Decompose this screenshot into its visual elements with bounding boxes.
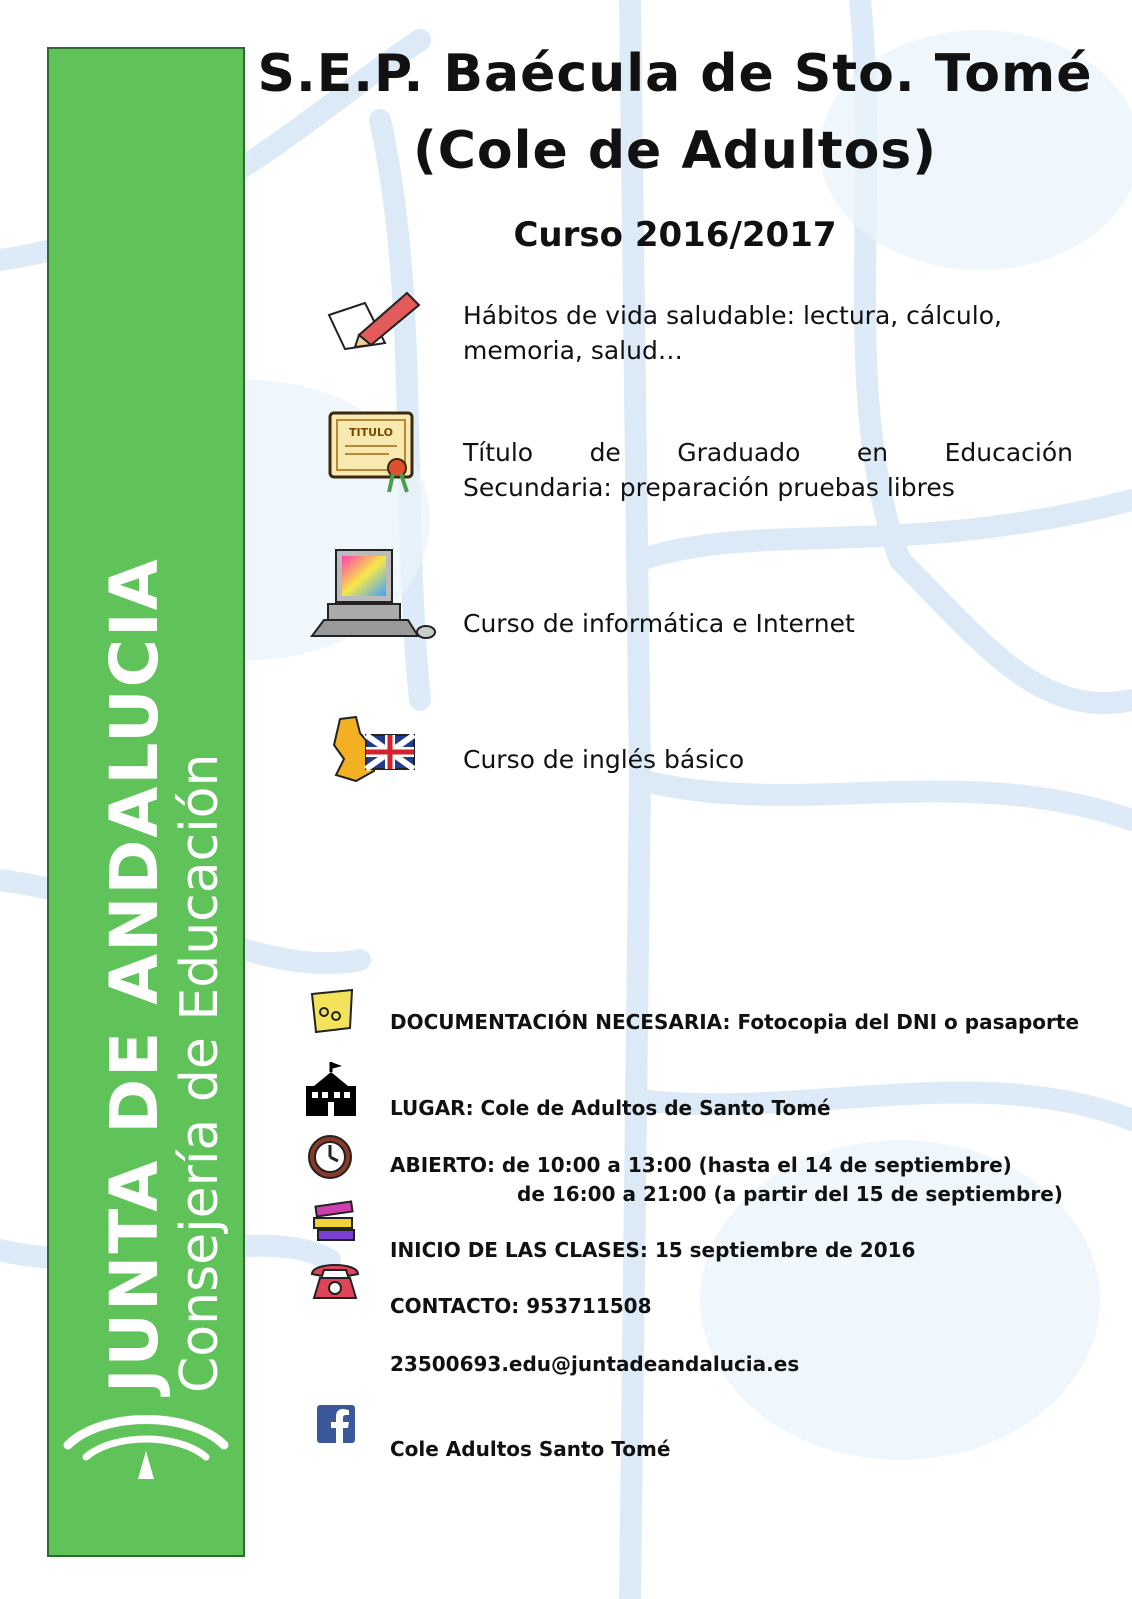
course-english: Curso de inglés básico <box>463 745 745 774</box>
org-name: JUNTA DE ANDALUCIA <box>96 557 173 1393</box>
place-info: LUGAR: Cole de Adultos de Santo Tomé <box>390 1096 831 1120</box>
contact-phone: CONTACTO: 953711508 <box>390 1294 652 1318</box>
classes-start: INICIO DE LAS CLASES: 15 septiembre de 2016 <box>390 1238 916 1262</box>
course-secondary-diploma <box>463 435 1073 505</box>
course-healthy-habits: Hábitos de vida saludable: lectura, cálculo, memoria, salud… <box>463 301 1002 365</box>
document-note-icon <box>308 988 356 1036</box>
opening-hours <box>390 1151 1090 1209</box>
facebook-icon[interactable] <box>317 1405 355 1443</box>
course-year: Curso 2016/2017 <box>513 215 837 255</box>
documentation-info: DOCUMENTACIÓN NECESARIA: Fotocopia del DNI o pasaporte <box>390 1010 1080 1034</box>
page-title-line1: S.E.P. Baécula de Sto. Tomé <box>257 44 1093 104</box>
books-icon <box>310 1200 358 1246</box>
telephone-icon <box>308 1260 362 1302</box>
pencil-paper-icon <box>325 285 425 357</box>
clock-icon <box>306 1133 354 1181</box>
course-computing: Curso de informática e Internet <box>463 609 855 638</box>
school-building-icon <box>304 1060 358 1118</box>
page-title-line2: (Cole de Adultos) <box>412 121 938 181</box>
contact-email[interactable]: 23500693.edu@juntadeandalucia.es <box>390 1352 800 1376</box>
opening-hours-line1: ABIERTO: de 10:00 a 13:00 (hasta el 14 de septiembre) <box>390 1153 1012 1177</box>
opening-hours-line2: de 16:00 a 21:00 (a partir del 15 de septiembre) <box>517 1182 1063 1206</box>
facebook-page-link[interactable]: Cole Adultos Santo Tomé <box>390 1437 671 1461</box>
svg-text:TITULO: TITULO <box>349 426 393 439</box>
course-diploma-line2: Secundaria: preparación pruebas libres <box>463 473 955 502</box>
computer-icon <box>308 548 438 642</box>
course-diploma-line1: Título de Graduado en Educación <box>463 438 1073 467</box>
junta-andalucia-logo <box>62 1415 230 1485</box>
diploma-icon <box>327 410 417 498</box>
uk-map-flag-icon <box>330 715 418 787</box>
department-name: Consejería de Educación <box>170 753 230 1393</box>
